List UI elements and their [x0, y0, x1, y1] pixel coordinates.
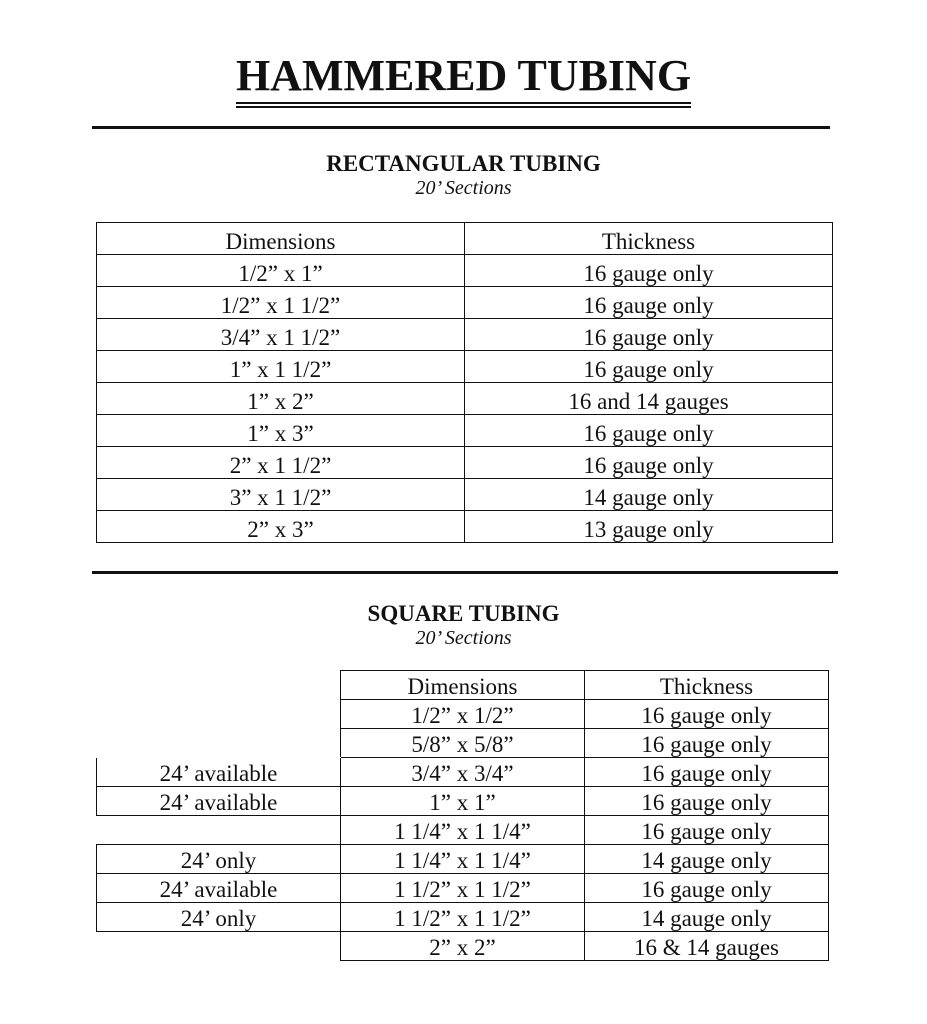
dimensions-cell: 2” x 1 1/2”: [97, 447, 465, 479]
page-title-text: HAMMERED TUBING: [236, 52, 691, 108]
note-cell: 24’ available: [97, 758, 341, 787]
thickness-cell: 16 gauge only: [585, 700, 829, 729]
table-row: [97, 816, 829, 845]
column-header-dimensions: Dimensions: [341, 671, 585, 700]
note-cell-empty: [97, 729, 341, 758]
thickness-cell: 16 gauge only: [465, 319, 833, 351]
dimensions-cell: 1” x 3”: [97, 415, 465, 447]
dimensions-cell: 3/4” x 1 1/2”: [97, 319, 465, 351]
square-tubing-table: [96, 670, 829, 961]
thickness-cell: 16 & 14 gauges: [585, 932, 829, 961]
thickness-cell: 16 gauge only: [465, 351, 833, 383]
table-row: [97, 479, 833, 511]
column-header-thickness: Thickness: [465, 223, 833, 255]
dimensions-cell: 1” x 1”: [341, 787, 585, 816]
note-cell-empty: [97, 671, 341, 700]
table-row: [97, 787, 829, 816]
page-title: [0, 52, 927, 108]
dimensions-cell: 1/2” x 1/2”: [341, 700, 585, 729]
divider-top: [92, 126, 830, 129]
table-row: [97, 447, 833, 479]
table-row: [97, 700, 829, 729]
dimensions-cell: 5/8” x 5/8”: [341, 729, 585, 758]
table-row: [97, 729, 829, 758]
rectangular-tubing-table: [96, 222, 833, 543]
thickness-cell: 14 gauge only: [585, 845, 829, 874]
thickness-cell: 16 gauge only: [465, 415, 833, 447]
thickness-cell: 16 gauge only: [585, 758, 829, 787]
thickness-cell: 16 gauge only: [585, 787, 829, 816]
table-row: [97, 845, 829, 874]
note-cell-empty: [97, 932, 341, 961]
table-row: [97, 932, 829, 961]
thickness-cell: 16 and 14 gauges: [465, 383, 833, 415]
dimensions-cell: 3” x 1 1/2”: [97, 479, 465, 511]
thickness-cell: 16 gauge only: [465, 255, 833, 287]
dimensions-cell: 1/2” x 1”: [97, 255, 465, 287]
dimensions-cell: 2” x 3”: [97, 511, 465, 543]
note-cell: 24’ available: [97, 874, 341, 903]
dimensions-cell: 2” x 2”: [341, 932, 585, 961]
dimensions-cell: 1 1/2” x 1 1/2”: [341, 874, 585, 903]
column-header-thickness: Thickness: [585, 671, 829, 700]
dimensions-cell: 1” x 1 1/2”: [97, 351, 465, 383]
table-row: [97, 874, 829, 903]
note-cell: 24’ available: [97, 787, 341, 816]
thickness-cell: 16 gauge only: [585, 816, 829, 845]
thickness-cell: 14 gauge only: [585, 903, 829, 932]
thickness-cell: 14 gauge only: [465, 479, 833, 511]
column-header-dimensions: Dimensions: [97, 223, 465, 255]
table-row: [97, 255, 833, 287]
thickness-cell: 16 gauge only: [465, 447, 833, 479]
dimensions-cell: 1/2” x 1 1/2”: [97, 287, 465, 319]
rectangular-section-subtitle: 20’ Sections: [415, 177, 512, 199]
square-section-title: SQUARE TUBING: [367, 601, 560, 626]
dimensions-cell: 3/4” x 3/4”: [341, 758, 585, 787]
thickness-cell: 16 gauge only: [465, 287, 833, 319]
note-cell: 24’ only: [97, 845, 341, 874]
dimensions-cell: 1 1/2” x 1 1/2”: [341, 903, 585, 932]
thickness-cell: 13 gauge only: [465, 511, 833, 543]
note-cell-empty: [97, 816, 341, 845]
divider-middle: [92, 571, 838, 574]
dimensions-cell: 1” x 2”: [97, 383, 465, 415]
square-section-subtitle: 20’ Sections: [415, 627, 512, 649]
note-cell: 24’ only: [97, 903, 341, 932]
rectangular-section-header: [0, 151, 927, 199]
table-row: [97, 319, 833, 351]
table-row: [97, 287, 833, 319]
table-row: [97, 383, 833, 415]
rectangular-section-title: RECTANGULAR TUBING: [326, 151, 601, 176]
table-header-row: [97, 671, 829, 700]
table-header-row: [97, 223, 833, 255]
thickness-cell: 16 gauge only: [585, 729, 829, 758]
note-cell-empty: [97, 700, 341, 729]
table-row: [97, 511, 833, 543]
table-row: [97, 758, 829, 787]
thickness-cell: 16 gauge only: [585, 874, 829, 903]
table-row: [97, 351, 833, 383]
square-section-header: [0, 601, 927, 649]
dimensions-cell: 1 1/4” x 1 1/4”: [341, 816, 585, 845]
dimensions-cell: 1 1/4” x 1 1/4”: [341, 845, 585, 874]
table-row: [97, 903, 829, 932]
table-row: [97, 415, 833, 447]
